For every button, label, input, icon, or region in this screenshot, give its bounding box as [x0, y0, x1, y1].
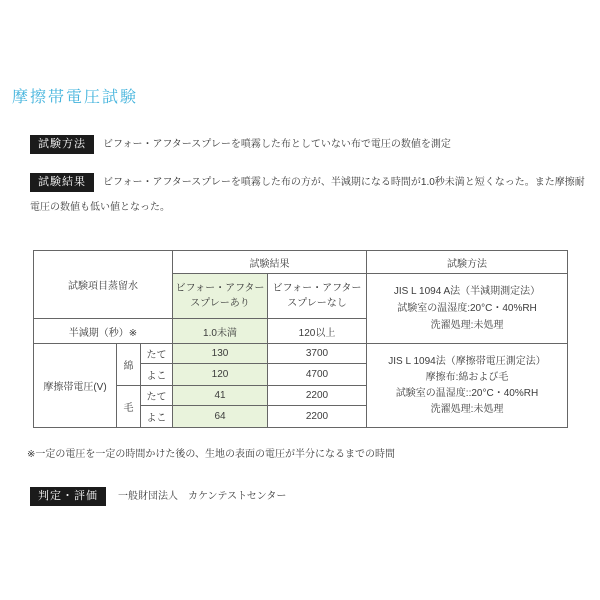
test-method-section [30, 132, 588, 157]
half-life-footnote: ※一定の電圧を一定の時間かけた後の、生地の表面の電圧が半分になるまでの時間 [27, 449, 395, 460]
cell-method-voltage [367, 344, 568, 428]
spray-with-line1: ビフォー・アフター [175, 283, 265, 294]
cell-wool-warp-dir: たて [141, 386, 173, 406]
cell-wool-weft-with: 64 [173, 406, 268, 428]
page-title: 摩擦帯電圧試験 [12, 89, 139, 106]
cell-spray-with-header [173, 274, 268, 319]
test-method-text: ビフォー・アフタースプレーを噴霧した布としていない布で電圧の数値を測定 [103, 139, 451, 150]
cell-cotton-warp-without: 3700 [268, 344, 367, 364]
cell-wool-warp-with: 41 [173, 386, 268, 406]
spray-without-line1: ビフォー・アフター [272, 283, 362, 294]
method-voltage-line4: 洗濯処理:未処理 [430, 403, 504, 415]
cell-wool-weft-dir: よこ [141, 406, 173, 428]
cell-voltage-label: 摩擦帯電圧(V) [34, 344, 117, 428]
spray-without-line2: スプレーなし [287, 298, 347, 309]
cell-half-life-label: 半減期（秒）※ [34, 319, 173, 344]
method-half-life-line1: JIS L 1094 A法（半減期測定法） [393, 286, 541, 297]
cell-wool-weft-without: 2200 [268, 406, 367, 428]
judgement-section [30, 484, 588, 509]
cell-method-half-life [367, 274, 568, 344]
cell-spray-without-header [268, 274, 367, 319]
cell-wool-label: 毛 [117, 386, 141, 428]
method-voltage-line2: 摩擦布:綿および毛 [425, 371, 509, 383]
cell-cotton-weft-dir: よこ [141, 364, 173, 386]
cell-half-life-with: 1.0未満 [173, 319, 268, 344]
judgement-label: 判定・評価 [30, 487, 106, 506]
judgement-text: 一般財団法人 カケンテストセンター [118, 491, 287, 502]
cell-wool-warp-without: 2200 [268, 386, 367, 406]
cell-half-life-without: 120以上 [268, 319, 367, 344]
cell-cotton-weft-with: 120 [173, 364, 268, 386]
test-result-label: 試験結果 [30, 173, 94, 192]
cell-cotton-warp-dir: たて [141, 344, 173, 364]
test-method-label: 試験方法 [30, 135, 94, 154]
cell-cotton-warp-with: 130 [173, 344, 268, 364]
test-result-text: ビフォー・アフタースプレーを噴霧した布の方が、半減期になる時間が1.0秒未満と短くなった。また摩擦耐電圧の数値も低い値となった。 [30, 177, 585, 213]
cell-method-header: 試験方法 [367, 251, 568, 274]
method-voltage-line3: 試験室の温湿度::20°C・40%RH [395, 387, 539, 399]
method-voltage-line1: JIS L 1094法（摩擦帯電圧測定法） [388, 355, 546, 367]
method-half-life-line2: 試験室の温湿度:20°C・40%RH [397, 303, 537, 314]
spray-with-line2: スプレーあり [190, 298, 250, 309]
cell-results-header: 試験結果 [173, 251, 367, 274]
method-half-life-line3: 洗濯処理:未処理 [430, 320, 504, 331]
cell-cotton-weft-without: 4700 [268, 364, 367, 386]
cell-corner-header: 試験項目蒸留水 [34, 251, 173, 319]
cell-cotton-label: 綿 [117, 344, 141, 386]
test-results-table [33, 250, 568, 428]
test-result-section [30, 170, 588, 220]
